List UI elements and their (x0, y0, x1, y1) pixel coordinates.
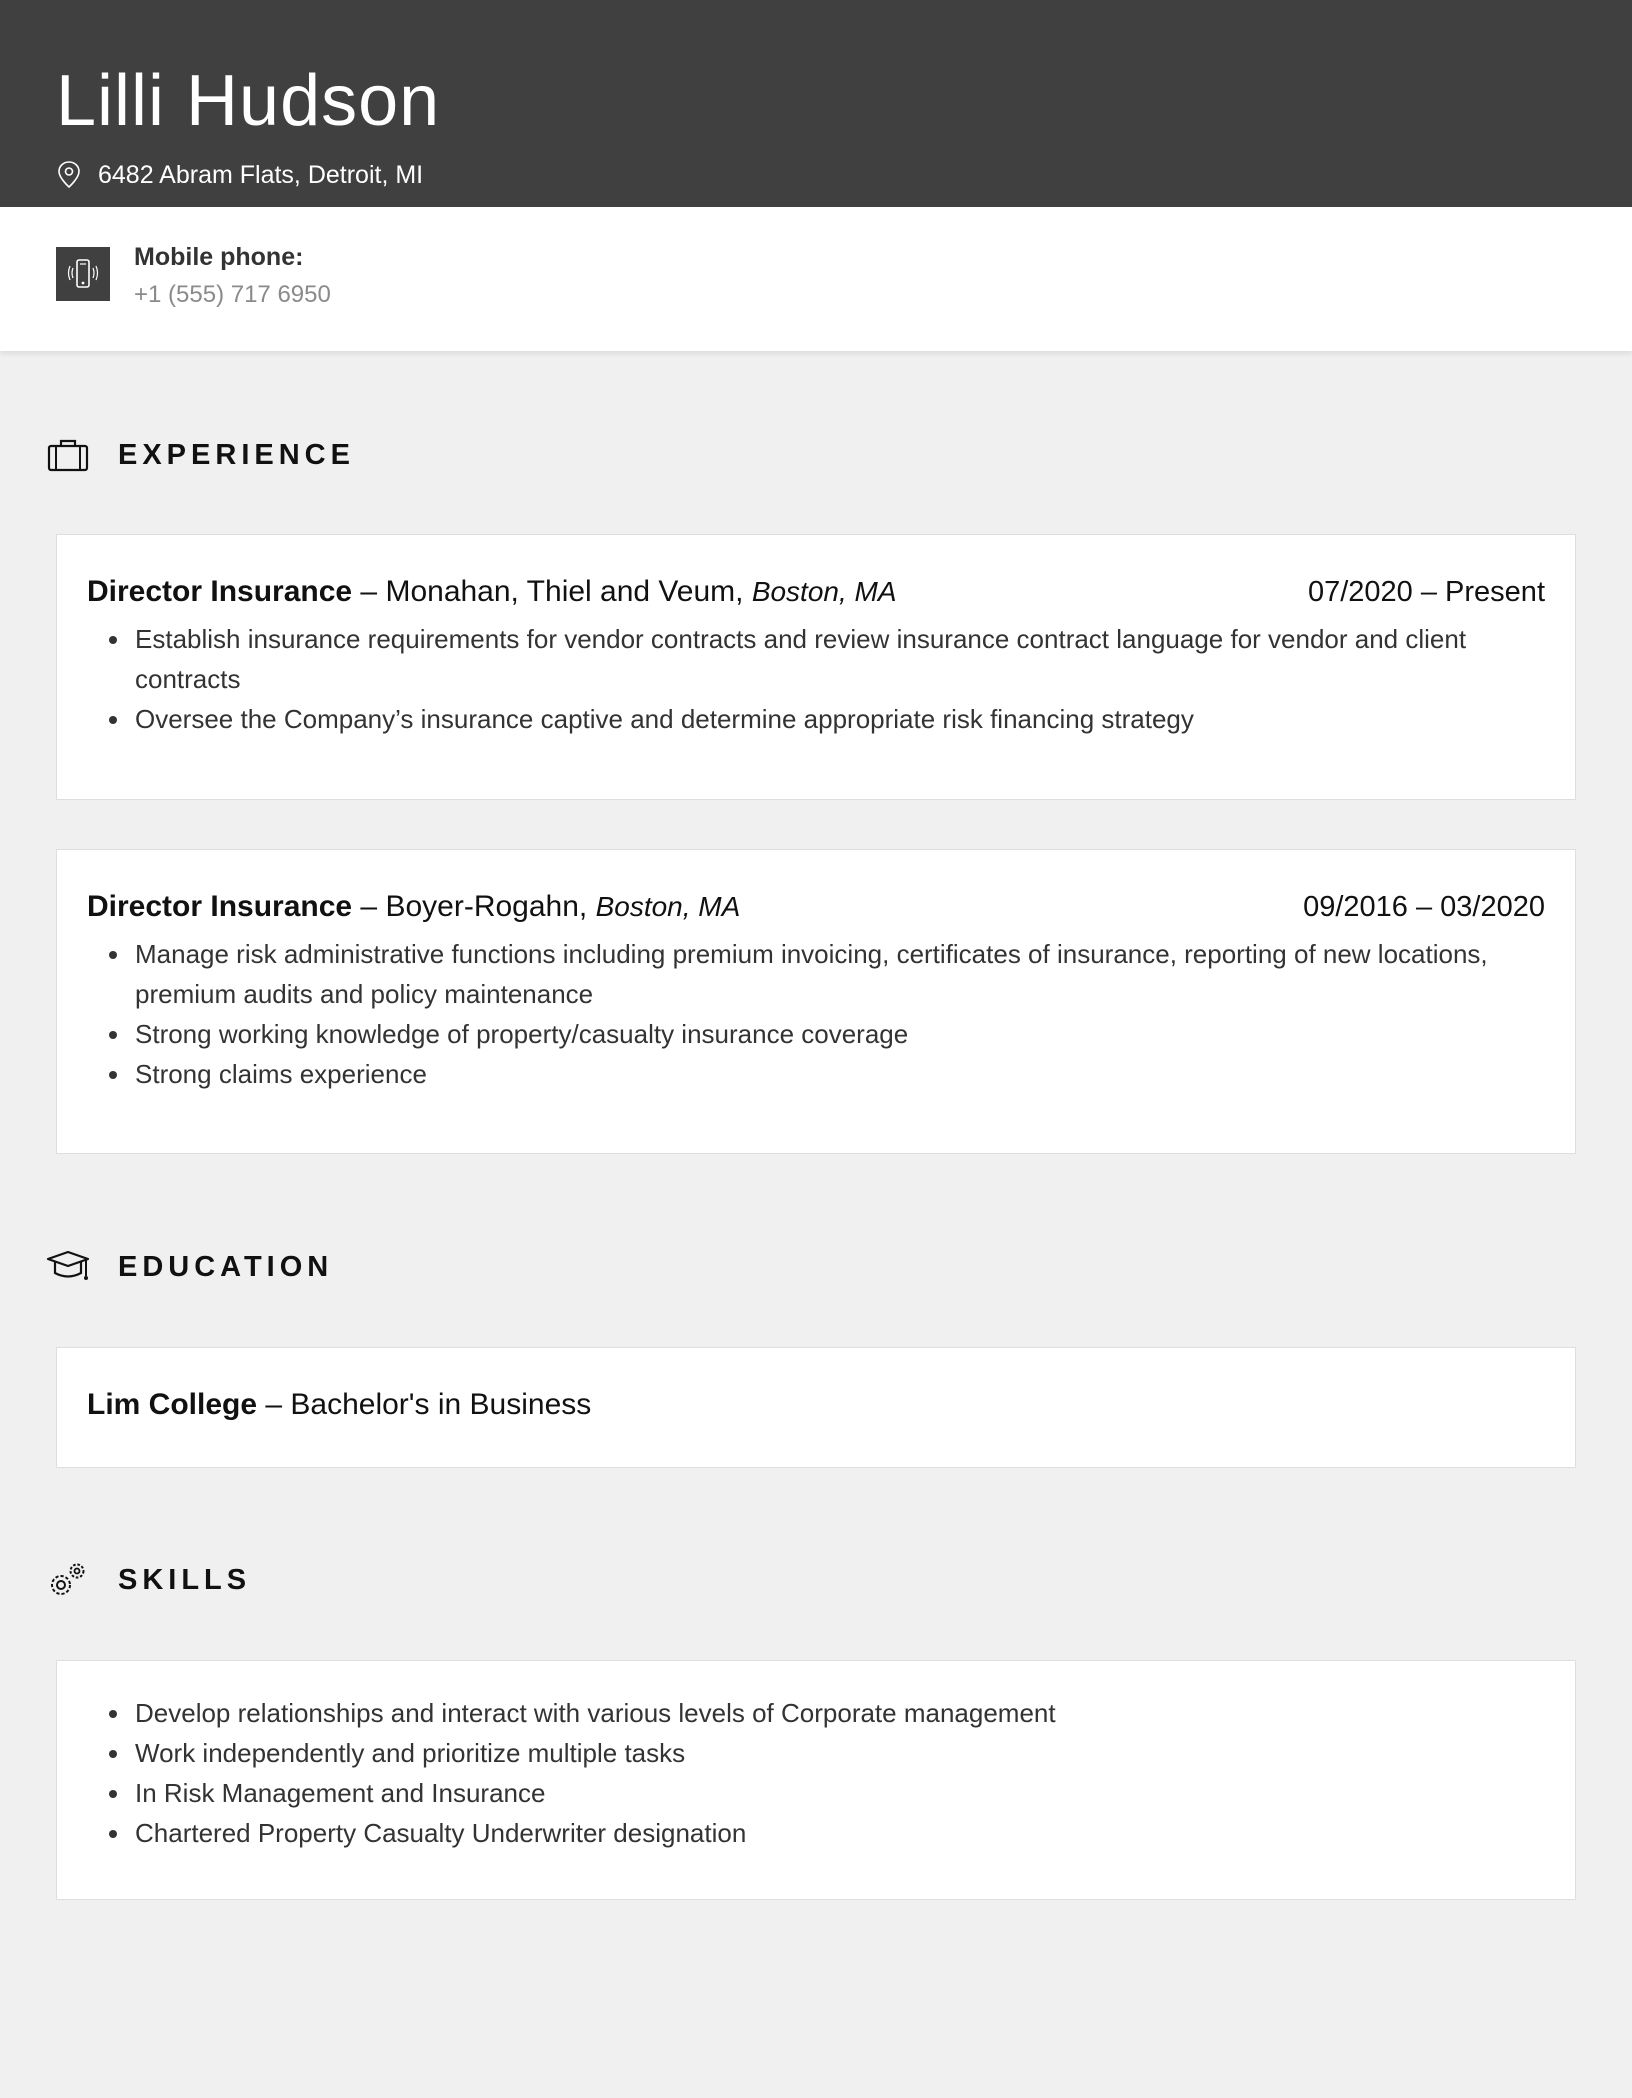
map-pin-icon (56, 160, 82, 190)
education-line (87, 1388, 1545, 1422)
education-title: EDUCATION (118, 1250, 334, 1283)
education-separator: – (257, 1388, 291, 1421)
degree: Bachelor's in Business (290, 1388, 592, 1421)
skills-card (56, 1660, 1576, 1900)
job-location: Boston, MA (751, 576, 897, 607)
job-separator: – (352, 890, 386, 923)
list-item: Work independently and prioritize multiple tasks (135, 1733, 1545, 1773)
gears-icon (46, 1560, 90, 1600)
job-header (87, 890, 1545, 924)
skills-title: SKILLS (118, 1563, 252, 1596)
job-dates: 09/2016 – 03/2020 (1303, 891, 1545, 923)
job-title: Director Insurance (87, 890, 353, 923)
job-separator: – (352, 575, 386, 608)
education-entry (56, 1347, 1576, 1468)
resume-header (0, 0, 1632, 207)
experience-entry (56, 534, 1576, 800)
job-comma: , (735, 575, 752, 608)
job-dates: 07/2020 – Present (1307, 576, 1545, 608)
mobile-phone-icon (56, 247, 110, 301)
job-bullets (87, 619, 1545, 739)
contact-bar (0, 207, 1632, 351)
list-item: Develop relationships and interact with various levels of Corporate management (135, 1693, 1545, 1733)
job-comma: , (578, 890, 596, 923)
phone-label: Mobile phone: (134, 243, 304, 271)
education-heading (46, 1245, 333, 1289)
briefcase-icon (46, 435, 90, 475)
list-item: In Risk Management and Insurance (135, 1773, 1545, 1813)
experience-title: EXPERIENCE (118, 438, 355, 471)
list-item: Strong claims experience (135, 1054, 1545, 1094)
list-item: Oversee the Company’s insurance captive and determine appropriate risk financing strategy (135, 699, 1545, 739)
list-item: Chartered Property Casualty Underwriter designation (135, 1813, 1545, 1853)
job-header (87, 575, 1545, 609)
address-text: 6482 Abram Flats, Detroit, MI (98, 160, 424, 189)
job-company: Boyer-Rogahn (385, 890, 579, 923)
experience-heading (46, 433, 355, 477)
graduation-cap-icon (46, 1247, 90, 1287)
job-heading (87, 890, 740, 924)
job-title: Director Insurance (87, 575, 353, 608)
job-heading (87, 575, 897, 609)
list-item: Establish insurance requirements for vendor contracts and review insurance contract language for vendor and client contracts (135, 619, 1545, 699)
school-name: Lim College (87, 1388, 258, 1421)
skills-list (87, 1693, 1545, 1853)
candidate-name: Lilli Hudson (56, 61, 441, 141)
job-company: Monahan, Thiel and Veum (385, 575, 736, 608)
list-item: Strong working knowledge of property/casualty insurance coverage (135, 1014, 1545, 1054)
job-bullets (87, 934, 1545, 1094)
skills-heading (46, 1558, 251, 1602)
list-item: Manage risk administrative functions including premium invoicing, certificates of insurance, reporting of new locations, premium audits and policy maintenance (135, 934, 1545, 1014)
phone-number[interactable]: +1 (555) 717 6950 (134, 281, 331, 308)
job-location: Boston, MA (595, 891, 741, 922)
experience-entry (56, 849, 1576, 1154)
address-row (56, 158, 423, 192)
